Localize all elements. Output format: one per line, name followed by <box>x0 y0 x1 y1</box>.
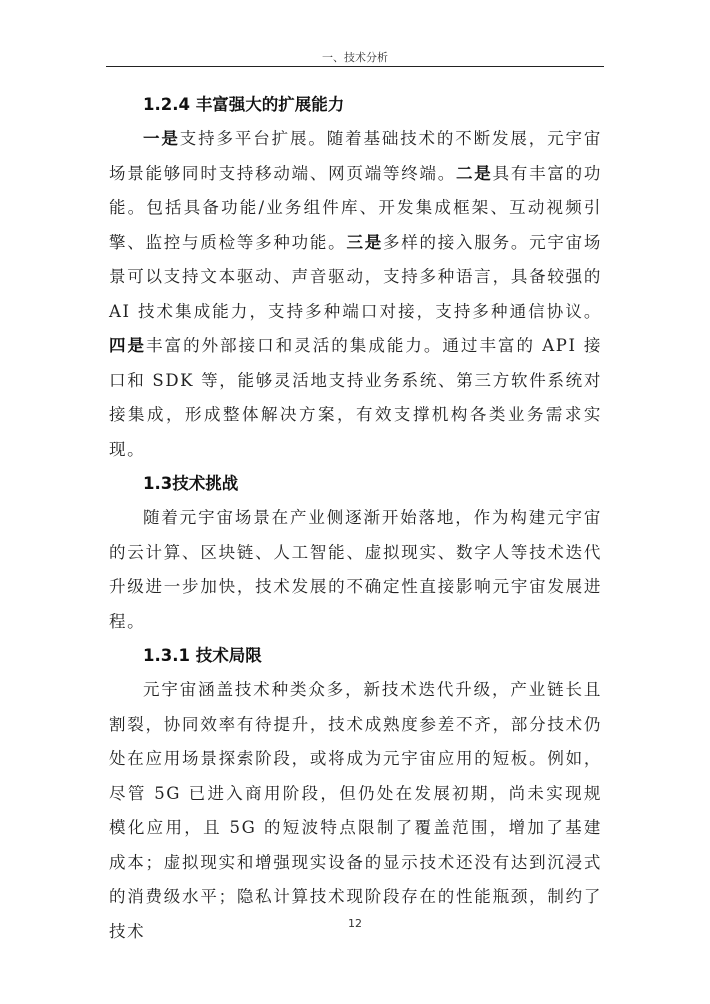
section-heading-1-3-1: 1.3.1 技术局限 <box>143 646 262 665</box>
body-text: 元宇宙涵盖技术种类众多，新技术迭代升级，产业链长且割裂，协同效率有待提升，技术成熟度参差不齐，部分技术仍处在应用场景探索阶段，或将成为元宇宙应用的短板。例如，尽管 5G 已进入商用阶段，但仍处在发展初期，尚未实现规模化应用，且 5G 的短波特点限制了覆盖范围，增加了基建成本；虚拟现实和增强现实设备的显示技术还没有达到沉浸式的消费级水平；隐私计算技术现阶段存在的性能瓶颈，制约了技术 <box>109 680 602 941</box>
body-text: 丰富的外部接口和灵活的集成能力。通过丰富的 API 接口和 SDK 等，能够灵活地支持业务系统、第三方软件系统对接集成，形成整体解决方案，有效支撑机构各类业务需求实现。 <box>109 336 602 459</box>
section-heading-1-2-4: 1.2.4 丰富强大的扩展能力 <box>143 95 345 114</box>
body-text: 具有丰富的功能。包括具备功能/业务组件库、开发集成框架、互动视频引擎、监控与质检等多种功能。 <box>109 163 602 252</box>
emphasis-text: 三是 <box>346 232 383 252</box>
section-heading-1-3: 1.3技术挑战 <box>143 474 239 493</box>
emphasis-text: 四是 <box>109 336 147 355</box>
body-text: 支持多平台扩展。随着基础技术的不断发展，元宇宙场景能够同时支持移动端、网页端等终端。 <box>109 129 602 183</box>
header-rule <box>106 66 604 67</box>
body-text: 多样的接入服务。元宇宙场景可以支持文本驱动、声音驱动，支持多种语言，具备较强的 AI 技术集成能力，支持多种端口对接，支持多种通信协议。 <box>109 232 602 321</box>
page-content <box>109 88 602 949</box>
paragraph-technical-limitations <box>109 673 602 949</box>
paragraph-technical-challenges <box>109 501 602 639</box>
running-header: 一、技术分析 <box>322 51 388 64</box>
emphasis-text: 二是 <box>456 163 493 183</box>
body-text: 随着元宇宙场景在产业侧逐渐开始落地，作为构建元宇宙的云计算、区块链、人工智能、虚拟现实、数字人等技术迭代升级进一步加快，技术发展的不确定性直接影响元宇宙发展进程。 <box>109 508 602 631</box>
emphasis-text: 一是 <box>143 129 180 148</box>
page-number: 12 <box>348 917 362 930</box>
paragraph-extension-capabilities <box>109 122 602 467</box>
